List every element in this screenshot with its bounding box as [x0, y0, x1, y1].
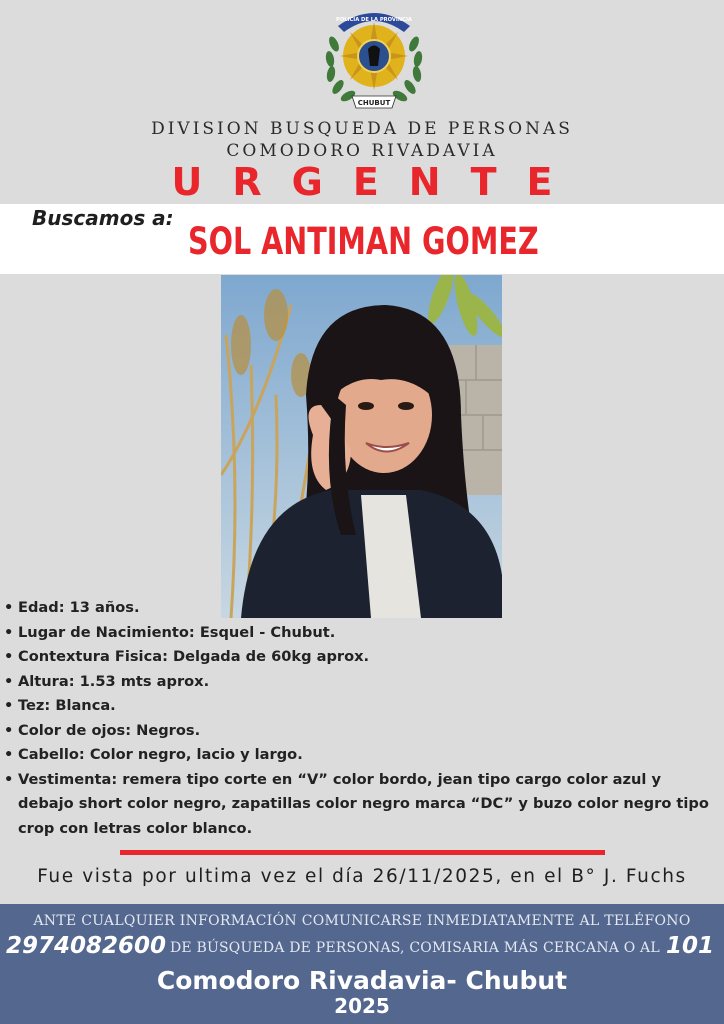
contact-instructions: ANTE CUALQUIER INFORMACIÓN COMUNICARSE INMEDIATAMENTE AL TELÉFONO: [33, 913, 691, 929]
emergency-number[interactable]: 101: [666, 933, 715, 959]
detail-complexion: • Tez: Blanca.: [4, 694, 718, 719]
last-seen-text: Fue vista por ultima vez el día 26/11/2025, en el B° J. Fuchs: [37, 866, 687, 887]
divider: [120, 850, 605, 855]
detail-hair: • Cabello: Color negro, lacio y largo.: [4, 743, 718, 768]
detail-clothing: • Vestimenta: remera tipo corte en “V” color bordo, jean tipo cargo color azul y debajo short color negro, zapatillas color negro marca “DC” y buzo color negro tipo crop con letras color blanco.: [4, 768, 718, 842]
phone-number[interactable]: 2974082600: [6, 933, 167, 959]
detail-build: • Contextura Fisica: Delgada de 60kg aprox.: [4, 645, 718, 670]
detail-age: • Edad: 13 años.: [4, 596, 718, 621]
division-title: DIVISION BUSQUEDA DE PERSONAS: [151, 119, 573, 139]
missing-person-photo: [221, 275, 502, 618]
details-list: [4, 596, 718, 841]
search-label: Buscamos a:: [32, 206, 174, 230]
footer-year: 2025: [334, 994, 390, 1018]
city-subtitle: COMODORO RIVADAVIA: [226, 141, 498, 161]
detail-height: • Altura: 1.53 mts aprox.: [4, 670, 718, 695]
detail-eye-color: • Color de ojos: Negros.: [4, 719, 718, 744]
detail-birthplace: • Lugar de Nacimiento: Esquel - Chubut.: [4, 621, 718, 646]
police-emblem-icon: [318, 4, 430, 112]
emblem-ribbon-text: CHUBUT: [357, 99, 391, 107]
footer-city: Comodoro Rivadavia- Chubut: [156, 966, 568, 995]
missing-person-name: SOL ANTIMAN GOMEZ: [188, 220, 539, 263]
police-emblem: [318, 4, 430, 112]
contact-instructions-continued: DE BÚSQUEDA DE PERSONAS, COMISARIA MÁS CERCANA O AL: [170, 940, 660, 956]
emblem-arc-text: POLICIA DE LA PROVINCIA: [336, 17, 412, 23]
urgent-heading: URGENTE: [171, 160, 583, 204]
